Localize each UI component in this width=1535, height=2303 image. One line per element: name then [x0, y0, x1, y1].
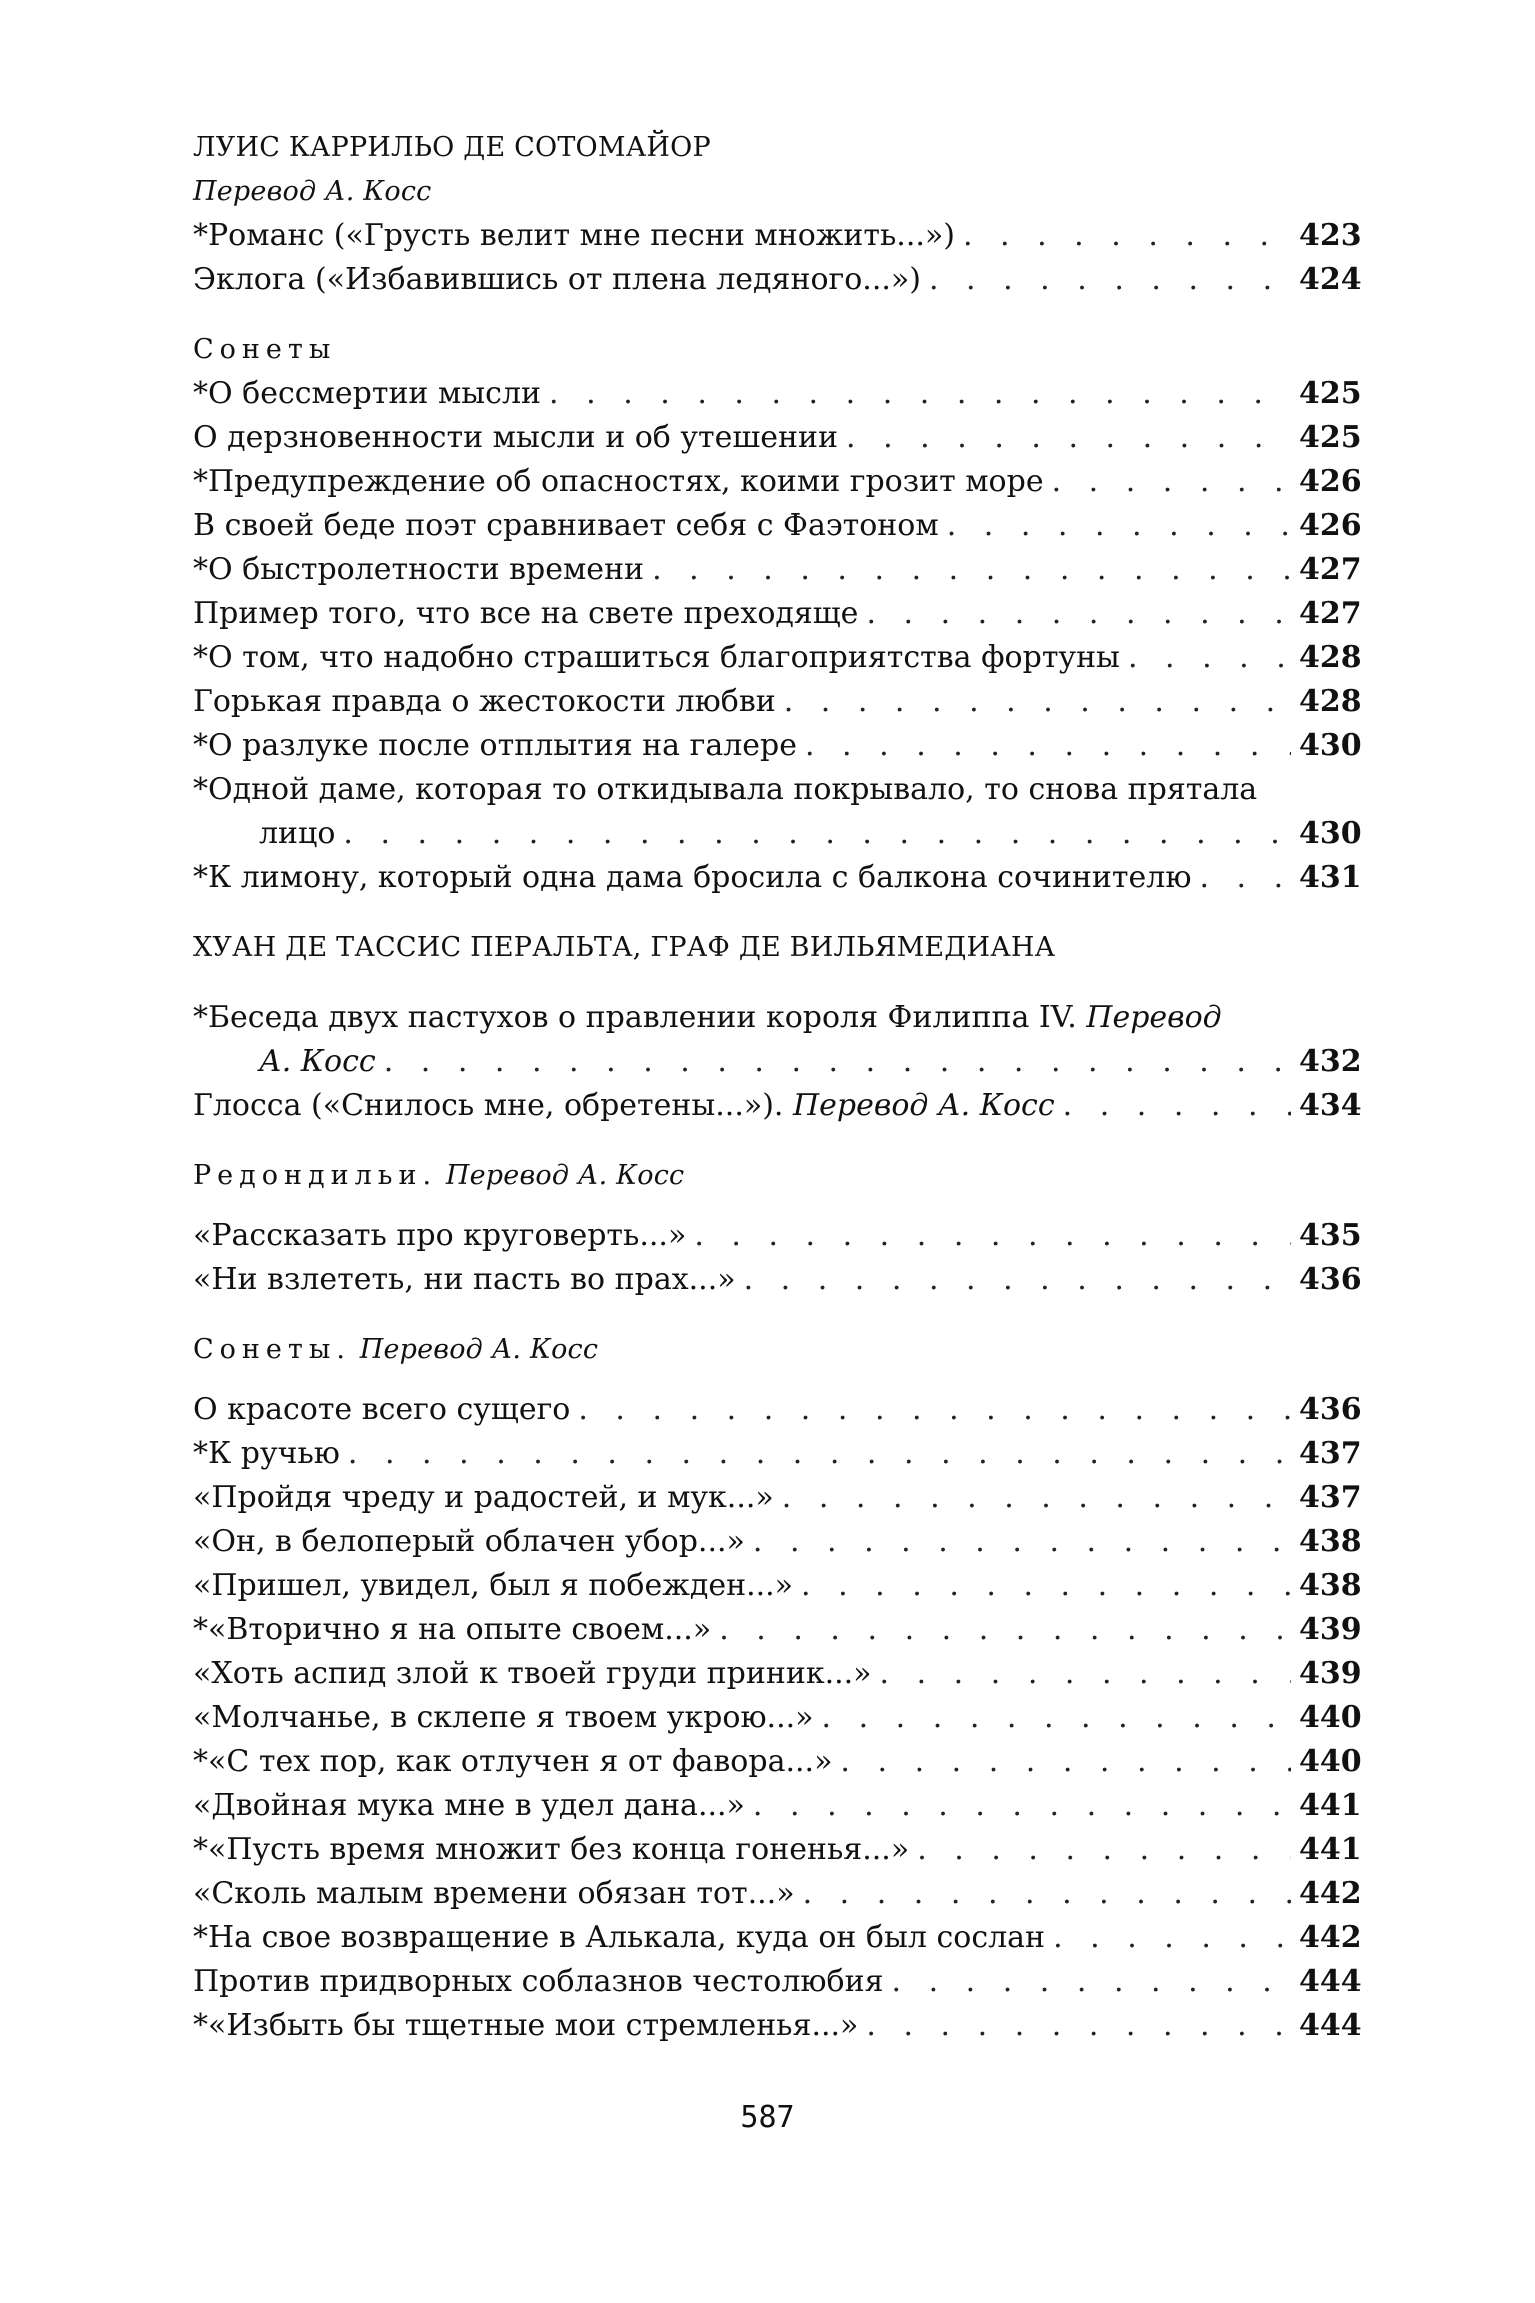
toc-entry — [193, 1916, 1362, 1960]
entry-title: *«Избыть бы тщетные мои стремленья...» — [193, 2008, 859, 2043]
toc-entry — [193, 1476, 1362, 1520]
toc-entry — [193, 1696, 1362, 1740]
toc-entry — [193, 592, 1362, 636]
entry-title: «Сколь малым времени обязан тот...» — [193, 1876, 795, 1911]
entry-title: Пример того, что все на свете преходяще — [193, 596, 859, 631]
page-number: 425 — [1299, 420, 1362, 455]
translator-label: Перевод — [1086, 1000, 1222, 1035]
toc-entry — [193, 258, 1362, 302]
toc-entry — [193, 1960, 1362, 2004]
page-number-folio: 587 — [740, 2100, 795, 2135]
leader-dots — [1128, 636, 1291, 680]
leader-dots — [694, 1214, 1291, 1258]
page-number: 426 — [1299, 464, 1362, 499]
entry-title: «Хоть аспид злой к твоей груди приник...» — [193, 1656, 872, 1691]
page-number: 437 — [1299, 1480, 1362, 1515]
toc-entry-wrapped — [193, 996, 1362, 1084]
entry-title: О дерзновенности мысли и об утешении — [193, 420, 839, 455]
leader-dots — [846, 416, 1291, 460]
leader-dots — [801, 1564, 1291, 1608]
toc-entry — [193, 1388, 1362, 1432]
toc-entry — [193, 548, 1362, 592]
leader-dots — [784, 680, 1291, 724]
entry-title: «Он, в белоперый облачен убор...» — [193, 1524, 745, 1559]
entry-title — [193, 1084, 1055, 1128]
entry-title: «Рассказать про круговерть...» — [193, 1218, 687, 1253]
entry-title: Против придворных соблазнов честолюбия — [193, 1964, 884, 1999]
toc-entry — [193, 680, 1362, 724]
toc-entry — [193, 1652, 1362, 1696]
leader-dots — [805, 724, 1291, 768]
toc-entry — [193, 1432, 1362, 1476]
leader-dots — [929, 258, 1291, 302]
leader-dots — [947, 504, 1291, 548]
page-number: 444 — [1299, 2008, 1362, 2043]
toc-entry — [193, 1258, 1362, 1302]
entry-title: «Молчанье, в склепе я твоем укрою...» — [193, 1700, 814, 1735]
toc-entry — [193, 1214, 1362, 1258]
entry-title: *Предупреждение об опасностях, коими грозит море — [193, 464, 1044, 499]
leader-dots — [840, 1740, 1291, 1784]
entry-title: «Ни взлететь, ни пасть во прах...» — [193, 1262, 736, 1297]
page-number: 441 — [1299, 1788, 1362, 1823]
leader-dots — [866, 592, 1291, 636]
entry-title: О красоте всего сущего — [193, 1392, 571, 1427]
translator-name: А. Косс — [259, 1044, 376, 1079]
page-number: 423 — [1299, 218, 1362, 253]
page-number: 435 — [1299, 1218, 1362, 1253]
toc-entry — [193, 1564, 1362, 1608]
entry-title: *О бессмертии мысли — [193, 376, 542, 411]
contents-page — [193, 126, 1362, 2048]
page-number: 430 — [1299, 816, 1362, 851]
leader-dots — [549, 372, 1291, 416]
entry-title-continued: лицо — [259, 816, 336, 851]
page-number: 440 — [1299, 1700, 1362, 1735]
toc-entry — [193, 1608, 1362, 1652]
entry-title-text: *Беседа двух пастухов о правлении короля Филиппа IV. — [193, 1000, 1077, 1035]
leader-dots — [343, 812, 1291, 856]
page-number: 426 — [1299, 508, 1362, 543]
toc-entry — [193, 214, 1362, 258]
page-number: 424 — [1299, 262, 1362, 297]
leader-dots — [753, 1784, 1291, 1828]
page-number: 431 — [1299, 860, 1362, 895]
leader-dots — [822, 1696, 1291, 1740]
toc-entry — [193, 1872, 1362, 1916]
page-number: 432 — [1299, 1044, 1362, 1079]
entry-title: *О быстролетности времени — [193, 552, 645, 587]
leader-dots — [866, 2004, 1291, 2048]
leader-dots — [719, 1608, 1291, 1652]
leader-dots — [1053, 1916, 1291, 1960]
page-number: 439 — [1299, 1656, 1362, 1691]
page-number: 439 — [1299, 1612, 1362, 1647]
leader-dots — [744, 1258, 1291, 1302]
page-number: 428 — [1299, 640, 1362, 675]
entry-title: В своей беде поэт сравнивает себя с Фаэтоном — [193, 508, 939, 543]
toc-entry — [193, 636, 1362, 680]
leader-dots — [782, 1476, 1291, 1520]
entry-title: *«Пусть время множит без конца гоненья...» — [193, 1832, 910, 1867]
translator-line: Перевод А. Косс — [193, 176, 432, 207]
page-number: 438 — [1299, 1524, 1362, 1559]
entry-title: «Пришел, увидел, был я побежден...» — [193, 1568, 794, 1603]
toc-entry-wrapped — [193, 768, 1362, 856]
page-number: 425 — [1299, 376, 1362, 411]
page-number: 440 — [1299, 1744, 1362, 1779]
page-number: 428 — [1299, 684, 1362, 719]
translator-line: Перевод А. Косс — [445, 1160, 685, 1191]
toc-entry — [193, 1740, 1362, 1784]
entry-title: *Романс («Грусть велит мне песни множить...») — [193, 218, 955, 253]
toc-entry — [193, 460, 1362, 504]
leader-dots — [1199, 856, 1291, 900]
entry-title: Горькая правда о жестокости любви — [193, 684, 776, 719]
toc-entry — [193, 856, 1362, 900]
entry-list — [193, 372, 1362, 768]
subsection-title: Сонеты. — [193, 1334, 351, 1365]
toc-entry — [193, 1520, 1362, 1564]
entry-list — [193, 214, 1362, 302]
author-heading: ЛУИС КАРРИЛЬО ДЕ СОТОМАЙОР — [193, 132, 711, 163]
toc-entry — [193, 504, 1362, 548]
leader-dots — [892, 1960, 1291, 2004]
page-number: 444 — [1299, 1964, 1362, 1999]
entry-title — [193, 996, 1355, 1040]
toc-entry — [193, 1828, 1362, 1872]
page-number: 434 — [1299, 1088, 1362, 1123]
leader-dots — [880, 1652, 1291, 1696]
entry-title: *К лимону, который одна дама бросила с балкона сочинителю — [193, 860, 1192, 895]
entry-title: *О разлуке после отплытия на галере — [193, 728, 797, 763]
entry-title: *На свое возвращение в Алькала, куда он был сослан — [193, 1920, 1046, 1955]
entry-title: *«Вторично я на опыте своем...» — [193, 1612, 712, 1647]
leader-dots — [348, 1432, 1291, 1476]
subsection-title: Редондильи. — [193, 1160, 438, 1191]
leader-dots — [1052, 460, 1291, 504]
leader-dots — [384, 1040, 1291, 1084]
page-number: 441 — [1299, 1832, 1362, 1867]
page-number: 427 — [1299, 552, 1362, 587]
page-number: 442 — [1299, 1876, 1362, 1911]
entry-title: *«С тех пор, как отлучен я от фавора...» — [193, 1744, 833, 1779]
toc-entry — [193, 1784, 1362, 1828]
page-number: 430 — [1299, 728, 1362, 763]
leader-dots — [803, 1872, 1291, 1916]
subsection-heading — [193, 1154, 1355, 1198]
toc-entry — [193, 416, 1362, 460]
leader-dots — [652, 548, 1291, 592]
toc-entry — [193, 372, 1362, 416]
author-heading: ХУАН ДЕ ТАССИС ПЕРАЛЬТА, ГРАФ ДЕ ВИЛЬЯМЕДИАНА — [193, 932, 1056, 963]
entry-title: *Одной даме, которая то откидывала покрывало, то снова прятала — [193, 772, 1258, 807]
page-number: 427 — [1299, 596, 1362, 631]
entry-title: «Двойная мука мне в удел дана...» — [193, 1788, 745, 1823]
translator-line: Перевод А. Косс — [793, 1088, 1055, 1123]
leader-dots — [753, 1520, 1291, 1564]
toc-entry — [193, 1084, 1362, 1128]
entry-list — [193, 1214, 1362, 1302]
leader-dots — [963, 214, 1291, 258]
page-number: 437 — [1299, 1436, 1362, 1471]
entry-title: «Пройдя чреду и радостей, и мук...» — [193, 1480, 774, 1515]
page-number: 436 — [1299, 1262, 1362, 1297]
entry-title: Эклога («Избавившись от плена ледяного...») — [193, 262, 921, 297]
subsection-heading: Сонеты — [193, 334, 337, 365]
leader-dots — [1063, 1084, 1291, 1128]
leader-dots — [578, 1388, 1291, 1432]
entry-title: *О том, что надобно страшиться благоприятства фортуны — [193, 640, 1120, 675]
entry-title: *К ручью — [193, 1436, 340, 1471]
toc-entry — [193, 724, 1362, 768]
leader-dots — [917, 1828, 1291, 1872]
entry-title-text: Глосса («Снилось мне, обретены...»). — [193, 1088, 784, 1123]
subsection-heading — [193, 1328, 1355, 1372]
page-number: 442 — [1299, 1920, 1362, 1955]
page-number: 436 — [1299, 1392, 1362, 1427]
translator-line: Перевод А. Косс — [359, 1334, 599, 1365]
page-number: 438 — [1299, 1568, 1362, 1603]
entry-list — [193, 1388, 1362, 2048]
toc-entry — [193, 2004, 1362, 2048]
